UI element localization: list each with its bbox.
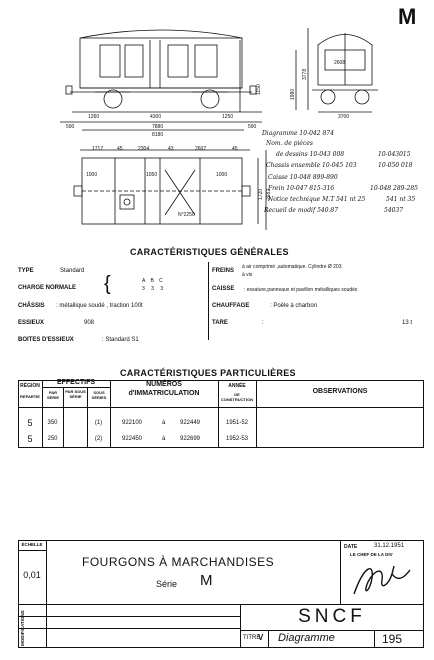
dim-590-right: 590 bbox=[248, 124, 257, 130]
general-title: CARACTÉRISTIQUES GÉNÉRALES bbox=[130, 247, 289, 257]
hdr-par-sous-serie: PAR SOUS SÉRIE bbox=[65, 389, 86, 399]
titre-label: TITRE bbox=[243, 635, 261, 641]
modifications-label: MODIFICATIONS bbox=[20, 610, 25, 646]
sncf-logo: SNCF bbox=[298, 606, 366, 627]
row1-sous: (1) bbox=[94, 420, 103, 426]
tare-value: 13 t bbox=[402, 320, 413, 326]
hdr-observations: OBSERVATIONS bbox=[312, 388, 368, 395]
dim-plan-45b: 45 bbox=[232, 146, 238, 152]
dim-1260: 1260 bbox=[88, 114, 100, 120]
row2-serie: 250 bbox=[47, 436, 58, 442]
tare-label: TARE bbox=[212, 320, 228, 326]
charge-letters: A B C bbox=[142, 278, 163, 284]
row1-from: 922100 bbox=[122, 420, 143, 426]
dim-1250: 1250 bbox=[222, 114, 234, 120]
ref-caisse: Caisse 10-048 899-890 bbox=[268, 174, 338, 181]
row2-from: 922450 bbox=[122, 436, 143, 442]
ref-frein: Frein 10-047 815-316 bbox=[268, 185, 335, 192]
serie-value: M bbox=[200, 572, 213, 589]
hdr-construction: DE CONSTRUCTION bbox=[220, 392, 254, 402]
corner-letter: M bbox=[398, 4, 417, 29]
scale-value: 0,01 bbox=[23, 570, 41, 580]
dim-1150: 1150 bbox=[256, 84, 262, 95]
essieux-label: ESSIEUX bbox=[18, 320, 45, 326]
ref-dessins-alt: 10-043015 bbox=[378, 151, 411, 158]
ref-chassis-alt: 10-050 018 bbox=[378, 162, 413, 169]
ref-nom-label: Nom. de pièces bbox=[266, 140, 313, 147]
dim-plan-1717: 1717 bbox=[92, 146, 104, 152]
row2-region: 5 bbox=[27, 434, 33, 444]
row1-region: 5 bbox=[27, 418, 33, 428]
dim-plan-2607: 2607 bbox=[195, 146, 207, 152]
row1-annee: 1951-52 bbox=[225, 420, 249, 426]
hdr-par-serie: PAR SÉRIE bbox=[46, 390, 59, 400]
diagramme-value: 195 bbox=[382, 632, 403, 646]
dim-4300: 4300 bbox=[150, 114, 162, 120]
dim-3700: 3700 bbox=[338, 114, 350, 120]
charge-label: CHARGE NORMALE bbox=[18, 285, 76, 291]
particular-title: CARACTÉRISTIQUES PARTICULIÈRES bbox=[120, 368, 296, 378]
ref-diagramme: Diagramme 10-042 874 bbox=[262, 130, 334, 137]
dim-plan-2682: 2682 bbox=[266, 188, 272, 200]
chef-label: LE CHEF DE LA DIV bbox=[350, 552, 393, 557]
ref-notice: Notice technique M.T 541 nt 25 bbox=[268, 196, 366, 203]
plan-label-2: 1050 bbox=[146, 172, 158, 178]
echelle-label: ÉCHELLE bbox=[21, 542, 43, 547]
row1-serie: 350 bbox=[47, 420, 58, 426]
ref-recueil: Recueil de modif 540.87 bbox=[264, 207, 339, 214]
wheel-left bbox=[104, 90, 122, 108]
essieux-value: 908 bbox=[84, 320, 95, 326]
chassis-value: : métallique soudé , traction 100t bbox=[56, 303, 143, 309]
type-value: Standard bbox=[60, 268, 85, 274]
ref-dessins: de dessins 10-043 008 bbox=[276, 151, 345, 158]
serie-label: Série bbox=[156, 579, 178, 589]
dim-3778: 3778 bbox=[302, 68, 308, 80]
plan-label-n2250: N°2250 bbox=[178, 212, 195, 218]
dim-8180: 8180 bbox=[152, 132, 164, 138]
hdr-sous-series: SOUS SÉRIES bbox=[91, 390, 107, 400]
date-label: DATE bbox=[344, 544, 358, 550]
plan-label-1: 1000 bbox=[86, 172, 98, 178]
dim-590-left: 590 bbox=[66, 124, 75, 130]
boites-label: BOITES D'ESSIEUX bbox=[18, 337, 74, 343]
row1-a: à bbox=[162, 420, 166, 426]
hdr-annee: ANNÉE bbox=[228, 383, 246, 389]
row2-sous: (2) bbox=[94, 436, 103, 442]
caisse-value: : essature,panneaux et pavillon métalliques soudés bbox=[244, 287, 358, 293]
row2-to: 922699 bbox=[180, 436, 201, 442]
ref-notice-alt: 541 nt 35 bbox=[386, 196, 416, 203]
dim-1980: 1980 bbox=[290, 88, 296, 100]
plan-label-3: 1000 bbox=[216, 172, 228, 178]
dim-7880: 7880 bbox=[152, 124, 164, 130]
freins-value-2: à vis bbox=[242, 272, 253, 278]
chauffage-value: : Poêle à charbon bbox=[270, 303, 318, 309]
row2-a: à bbox=[162, 436, 166, 442]
dim-plan-43: 43 bbox=[168, 146, 174, 152]
dim-plan-1720: 1720 bbox=[258, 188, 264, 200]
hdr-effectifs: EFFECTIFS bbox=[56, 379, 96, 386]
ref-chassis: Chassis ensemble 10-045 103 bbox=[266, 162, 357, 169]
row2-annee: 1952-53 bbox=[225, 436, 249, 442]
chauffage-label: CHAUFFAGE bbox=[212, 303, 250, 309]
freins-label: FREINS bbox=[212, 268, 235, 274]
freins-value-1: à air comprimé ,automatique. Cylindre Ø 203 bbox=[242, 264, 342, 270]
ref-frein-alt: 10-048 289-285 bbox=[370, 185, 418, 192]
caisse-label: CAISSE bbox=[212, 286, 235, 292]
hdr-region: RÉGION bbox=[20, 383, 40, 389]
titre-value: V bbox=[258, 633, 264, 642]
charge-values: 3 3 3 bbox=[142, 286, 164, 292]
row1-to: 922449 bbox=[180, 420, 201, 426]
type-label: TYPE bbox=[18, 268, 34, 274]
boites-value: : Standard S1 bbox=[102, 337, 139, 343]
date-value: 31.12.1951 bbox=[374, 543, 405, 549]
hdr-immatriculation: d'IMMATRICULATION bbox=[128, 390, 200, 397]
chassis-label: CHÂSSIS bbox=[18, 303, 45, 309]
dim-plan-2304: 2304 bbox=[138, 146, 150, 152]
hdr-numeros: NUMÉROS bbox=[146, 381, 182, 388]
dim-2608: 2608 bbox=[334, 60, 346, 66]
dim-plan-45a: 45 bbox=[117, 146, 123, 152]
diagramme-label: Diagramme bbox=[278, 632, 335, 644]
ref-recueil-alt: 54037 bbox=[384, 207, 404, 214]
signature bbox=[344, 556, 420, 602]
drawing-title: FOURGONS À MARCHANDISES bbox=[82, 555, 275, 569]
hdr-region-sub: REPARTIE bbox=[20, 394, 40, 399]
wheel-right bbox=[201, 90, 219, 108]
tare-sep: : bbox=[262, 320, 264, 326]
side-elevation-body bbox=[80, 38, 242, 88]
